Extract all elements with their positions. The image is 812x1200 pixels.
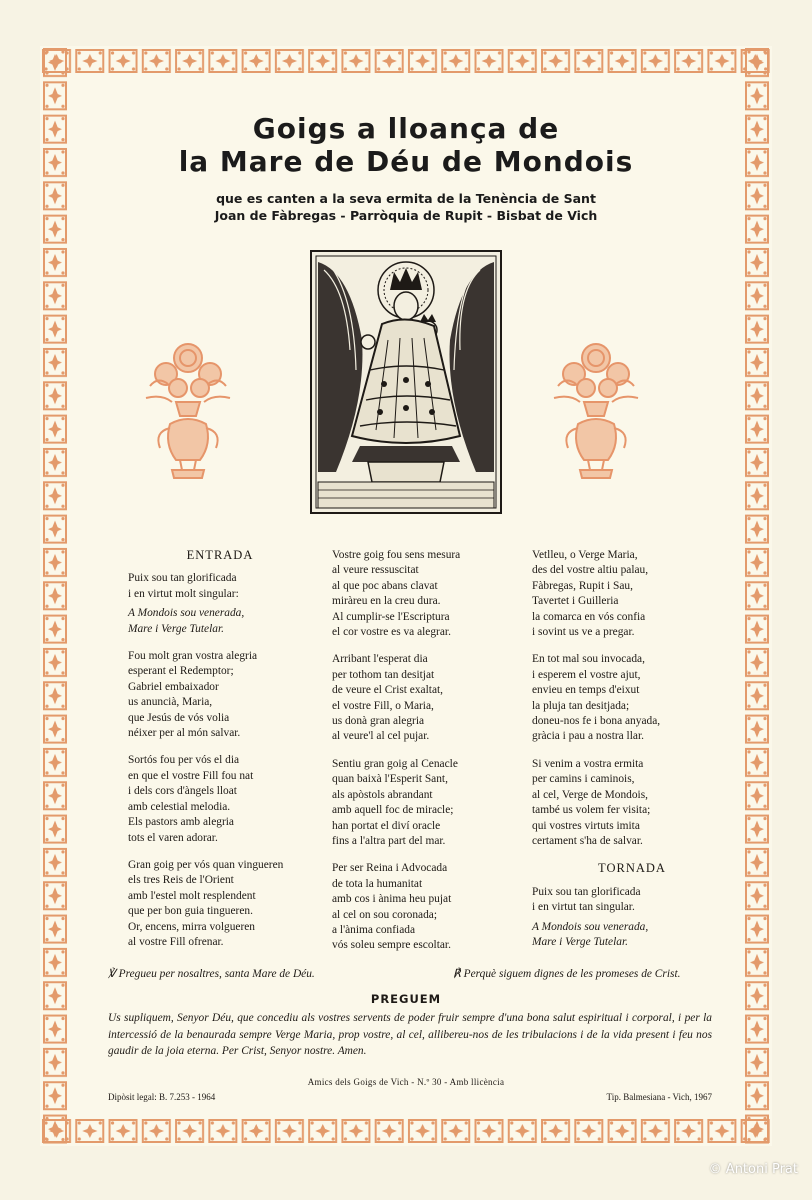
- verse-line: gràcia i pau a nostra llar.: [532, 730, 644, 743]
- verse-line: han portat el diví oracle: [332, 819, 441, 832]
- verse-line: en que el vostre Fill fou nat: [128, 769, 254, 782]
- verse-line: al cel on sou coronada;: [332, 908, 438, 921]
- verse-line: quan baixà l'Esperit Sant,: [332, 773, 448, 786]
- verse-line: esperant el Redemptor;: [128, 665, 234, 678]
- verse-line: al veure'l al cel pujar.: [332, 730, 430, 743]
- verse-line: i esperem el vostre ajut,: [532, 668, 641, 681]
- verse-line: Vetlleu, o Verge Maria,: [532, 549, 638, 561]
- copyright-watermark: © Antoni Prat: [708, 1162, 798, 1177]
- verse-line: també us volem fer visita;: [532, 804, 651, 817]
- verse-line: i en virtut tan singular.: [532, 901, 635, 914]
- verse-line: des del vostre altiu palau,: [532, 564, 649, 577]
- verse-line: Puix sou tan glorificada: [128, 572, 237, 585]
- verse-line: als apòstols abrandant: [332, 788, 433, 801]
- verse-line: amb aquell foc de miracle;: [332, 804, 454, 817]
- versicle-text: ℣ Pregueu per nosaltres, santa Mare de Déu.: [108, 968, 315, 980]
- title-line-2: la Mare de Déu de Mondois: [178, 145, 634, 178]
- subtitle-line-1: que es canten a la seva ermita de la Tenència de Sant: [216, 191, 596, 206]
- verse-line: Per ser Reina i Advocada: [332, 862, 448, 875]
- preguem-heading: PREGUEM: [370, 992, 442, 1006]
- verse-line: vós soleu sempre escoltar.: [332, 939, 451, 952]
- response-text: ℟ Perquè siguem dignes de les promeses de Crist.: [453, 968, 681, 980]
- flower-vase-right-image: [550, 336, 642, 494]
- verse-line: de veure el Crist exaltat,: [332, 684, 444, 697]
- verse-line: Arribant l'esperat dia: [332, 653, 428, 666]
- verse-line: la pluja tan desitjada;: [532, 699, 630, 712]
- verse-line: al veure ressuscitat: [332, 564, 419, 577]
- verse-line: el vostre Fill, o Maria,: [332, 699, 434, 712]
- verse-line: certament s'ha de salvar.: [532, 834, 643, 847]
- verses-column-3: [532, 548, 732, 950]
- entrada-heading: ENTRADA: [186, 548, 254, 562]
- document-title: [70, 112, 742, 178]
- verse-line: Puix sou tan glorificada: [532, 885, 641, 898]
- verses-column-2: [332, 548, 528, 954]
- verse-line: miràreu en la creu dura.: [332, 595, 441, 608]
- ornament-border-bottom: [40, 1116, 772, 1146]
- verse-line: fins a l'altra part del mar.: [332, 834, 446, 847]
- ornament-border-left: [40, 46, 70, 1146]
- ornament-border-right: [742, 46, 772, 1146]
- refrain-line: Mare i Verge Tutelar.: [128, 622, 224, 635]
- verse-line: tots el varen adorar.: [128, 831, 218, 844]
- verse-line: de tota la humanitat: [332, 877, 423, 890]
- verse-line: qui vostres virtuts imita: [532, 819, 640, 832]
- ornament-border-top: [40, 46, 772, 76]
- verse-line: envieu en temps d'eixut: [532, 684, 640, 697]
- verse-line: Al cumplir-se l'Escriptura: [332, 610, 450, 623]
- verse-line: que per bon guia tingueren.: [128, 905, 253, 918]
- printer-note: Tip. Balmesiana - Vich, 1967: [606, 1092, 712, 1102]
- verse-line: Vostre goig fou sens mesura: [332, 549, 461, 561]
- verse-line: el cor vostre es va alegrar.: [332, 626, 451, 639]
- verse-line: a l'ànima confiada: [332, 923, 416, 936]
- verse-line: us donà gran alegria: [332, 715, 425, 728]
- verse-line: i en virtut molt singular:: [128, 587, 239, 600]
- verse-line: us anuncià, Maria,: [128, 696, 213, 709]
- refrain-line: A Mondois sou venerada,: [128, 607, 245, 620]
- title-line-1: Goigs a lloança de: [252, 112, 560, 145]
- verse-line: al vostre Fill ofrenar.: [128, 935, 224, 948]
- subtitle: [70, 190, 742, 224]
- verse-line: la comarca en vós confia: [532, 610, 646, 623]
- verse-line: amb l'estel molt resplendent: [128, 889, 256, 902]
- verse-line: amb celestial melodia.: [128, 800, 231, 813]
- verse-line: Fou molt gran vostra alegria: [128, 650, 258, 663]
- verse-line: Gran goig per vós quan vingueren: [128, 858, 284, 871]
- verse-line: Or, encens, mirra volgueren: [128, 920, 256, 933]
- verse-line: Els pastors amb alegria: [128, 816, 234, 829]
- verses-column-1: [128, 548, 324, 950]
- refrain-line: Mare i Verge Tutelar.: [532, 935, 628, 948]
- verse-line: i sovint us ve a pregar.: [532, 626, 635, 639]
- subtitle-line-2: Joan de Fàbregas - Parròquia de Rupit - Bisbat de Vich: [214, 208, 598, 223]
- verse-line: Si venim a vostra ermita: [532, 757, 644, 770]
- verse-line: amb cos i ànima heu pujat: [332, 893, 452, 906]
- verse-line: i dels cors d'àngels lloat: [128, 785, 237, 798]
- verse-line: Gabriel embaixador: [128, 680, 219, 693]
- verse-line: Sortós fou per vós el dia: [128, 754, 240, 767]
- verse-line: al cel, Verge de Mondois,: [532, 788, 648, 801]
- verse-line: doneu-nos fe i bona anyada,: [532, 715, 661, 728]
- verse-line: En tot mal sou invocada,: [532, 653, 645, 666]
- virgin-engraving-image: [310, 250, 502, 514]
- verse-line: que Jesús de vós volia: [128, 711, 230, 724]
- refrain-line: A Mondois sou venerada,: [532, 920, 649, 933]
- tornada-heading: TORNADA: [598, 861, 666, 876]
- verse-line: néixer per al món salvar.: [128, 727, 241, 740]
- verse-line: Tavertet i Guilleria: [532, 595, 619, 608]
- prayer-text: Us supliquem, Senyor Déu, que concediu als vostres servents de poder fruir sempre d'una bona salut espiritual i corporal, i per la intercessió de la benaurada sempre Verge Maria, prop vostre, al cel, allibereu-nos de les tribulacions i de la vida present i feu nos gaudir de la joia eterna. Per Crist, Senyor nostre. Amen.: [108, 1012, 712, 1057]
- verse-line: per camins i caminois,: [532, 773, 635, 786]
- flower-vase-left-image: [142, 336, 234, 494]
- verse-line: els tres Reis de l'Orient: [128, 874, 234, 887]
- verse-line: Fàbregas, Rupit i Sau,: [532, 579, 633, 592]
- publisher-note: Amics dels Goigs de Vich - N.º 30 - Amb llicència: [307, 1077, 505, 1087]
- verse-line: per tothom tan desitjat: [332, 668, 435, 681]
- verse-line: al que poc abans clavat: [332, 579, 438, 592]
- legal-deposit: Dipòsit legal: B. 7.253 - 1964: [108, 1092, 216, 1102]
- verse-line: Sentiu gran goig al Cenacle: [332, 757, 458, 770]
